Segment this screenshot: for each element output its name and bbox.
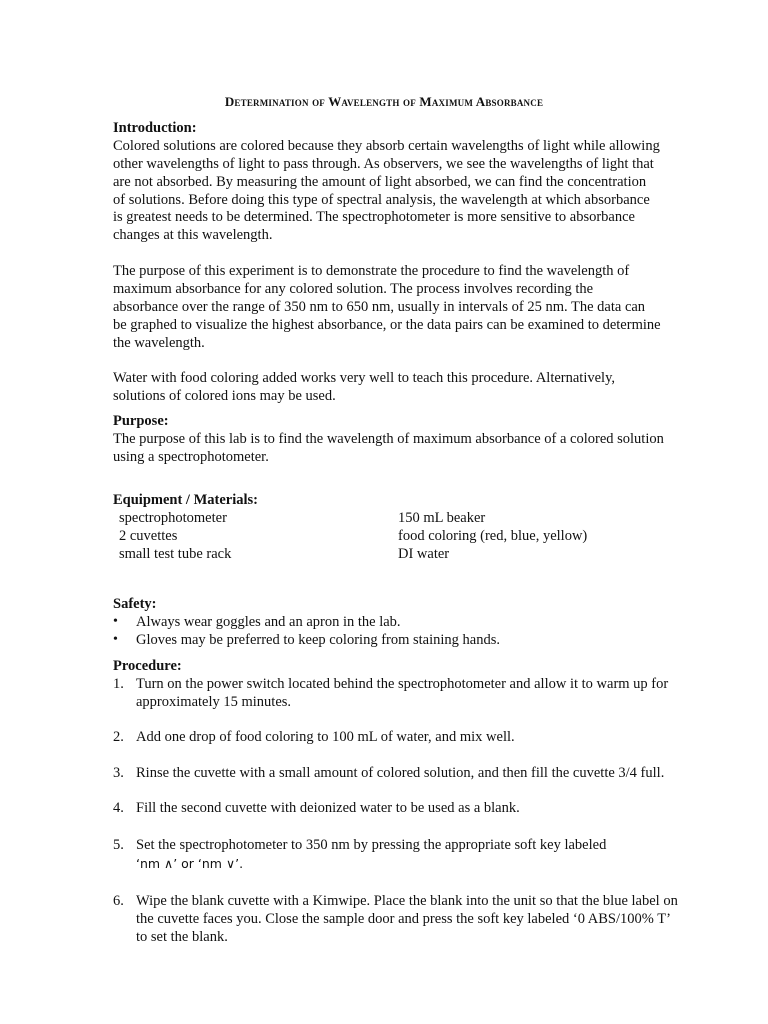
- intro-paragraph-2-line: be graphed to visualize the highest absorbance, or the data pairs can be examined to determine: [113, 317, 661, 333]
- bullet-icon: •: [113, 632, 118, 647]
- step-line: approximately 15 minutes.: [136, 694, 292, 710]
- step-line: Wipe the blank cuvette with a Kimwipe. Place the blank into the unit so that the blue label on: [136, 893, 678, 909]
- step-line: Fill the second cuvette with deionized water to be used as a blank.: [136, 800, 520, 816]
- step-line: to set the blank.: [136, 929, 228, 945]
- step-line: the cuvette faces you. Close the sample door and press the soft key labeled ‘0 ABS/100% T’: [136, 911, 671, 927]
- equipment-item: small test tube rack: [119, 546, 232, 562]
- intro-paragraph-1-line: are not absorbed. By measuring the amount of light absorbed, we can find the concentration: [113, 174, 647, 190]
- step-number: 6.: [113, 893, 124, 909]
- safety-item: Gloves may be preferred to keep coloring from staining hands.: [136, 632, 501, 648]
- procedure-heading: Procedure:: [113, 658, 182, 674]
- step-line: Rinse the cuvette with a small amount of colored solution, and then fill the cuvette 3/4 full.: [136, 765, 665, 781]
- safety-item: Always wear goggles and an apron in the lab.: [136, 614, 401, 630]
- introduction-heading: Introduction:: [113, 120, 197, 136]
- step-number: 5.: [113, 837, 124, 853]
- intro-paragraph-3-line: solutions of colored ions may be used.: [113, 388, 336, 404]
- bullet-icon: •: [113, 614, 118, 629]
- intro-paragraph-1-line: of solutions. Before doing this type of spectral analysis, the wavelength at which absorbance: [113, 192, 650, 208]
- intro-paragraph-2-line: maximum absorbance for any colored solution. The process involves recording the: [113, 281, 594, 297]
- purpose-heading: Purpose:: [113, 413, 169, 429]
- equipment-item: 150 mL beaker: [398, 510, 486, 526]
- step-number: 2.: [113, 729, 124, 745]
- step-number: 1.: [113, 676, 124, 692]
- equipment-item: food coloring (red, blue, yellow): [398, 528, 588, 544]
- step-line: Turn on the power switch located behind the spectrophotometer and allow it to warm up for: [136, 676, 669, 692]
- intro-paragraph-2-line: the wavelength.: [113, 335, 205, 351]
- purpose-line: using a spectrophotometer.: [113, 449, 269, 465]
- intro-paragraph-2-line: absorbance over the range of 350 nm to 650 nm, usually in intervals of 25 nm. The data can: [113, 299, 646, 315]
- step-number: 3.: [113, 765, 124, 781]
- intro-paragraph-3-line: Water with food coloring added works very well to teach this procedure. Alternatively,: [113, 370, 616, 386]
- equipment-item: DI water: [398, 546, 450, 562]
- step-line: ‘nm ∧’ or ‘nm ∨’.: [136, 856, 244, 871]
- equipment-heading: Equipment / Materials:: [113, 492, 258, 508]
- step-line: Set the spectrophotometer to 350 nm by pressing the appropriate soft key labeled: [136, 837, 607, 853]
- intro-paragraph-1-line: Colored solutions are colored because they absorb certain wavelengths of light while allowing: [113, 138, 660, 154]
- step-line: Add one drop of food coloring to 100 mL of water, and mix well.: [136, 729, 515, 745]
- intro-paragraph-1-line: changes at this wavelength.: [113, 227, 273, 243]
- step-number: 4.: [113, 800, 124, 816]
- intro-paragraph-1-line: is greatest needs to be determined. The spectrophotometer is more sensitive to absorbance: [113, 209, 635, 225]
- page-title: Determination of Wavelength of Maximum Absorbance: [224, 94, 544, 109]
- equipment-item: spectrophotometer: [119, 510, 227, 526]
- safety-heading: Safety:: [113, 596, 157, 612]
- intro-paragraph-1-line: other wavelengths of light to pass through. As observers, we see the wavelengths of light that: [113, 156, 654, 172]
- intro-paragraph-2-line: The purpose of this experiment is to demonstrate the procedure to find the wavelength of: [113, 263, 630, 279]
- purpose-line: The purpose of this lab is to find the wavelength of maximum absorbance of a colored solution: [113, 431, 664, 447]
- equipment-item: 2 cuvettes: [119, 528, 178, 544]
